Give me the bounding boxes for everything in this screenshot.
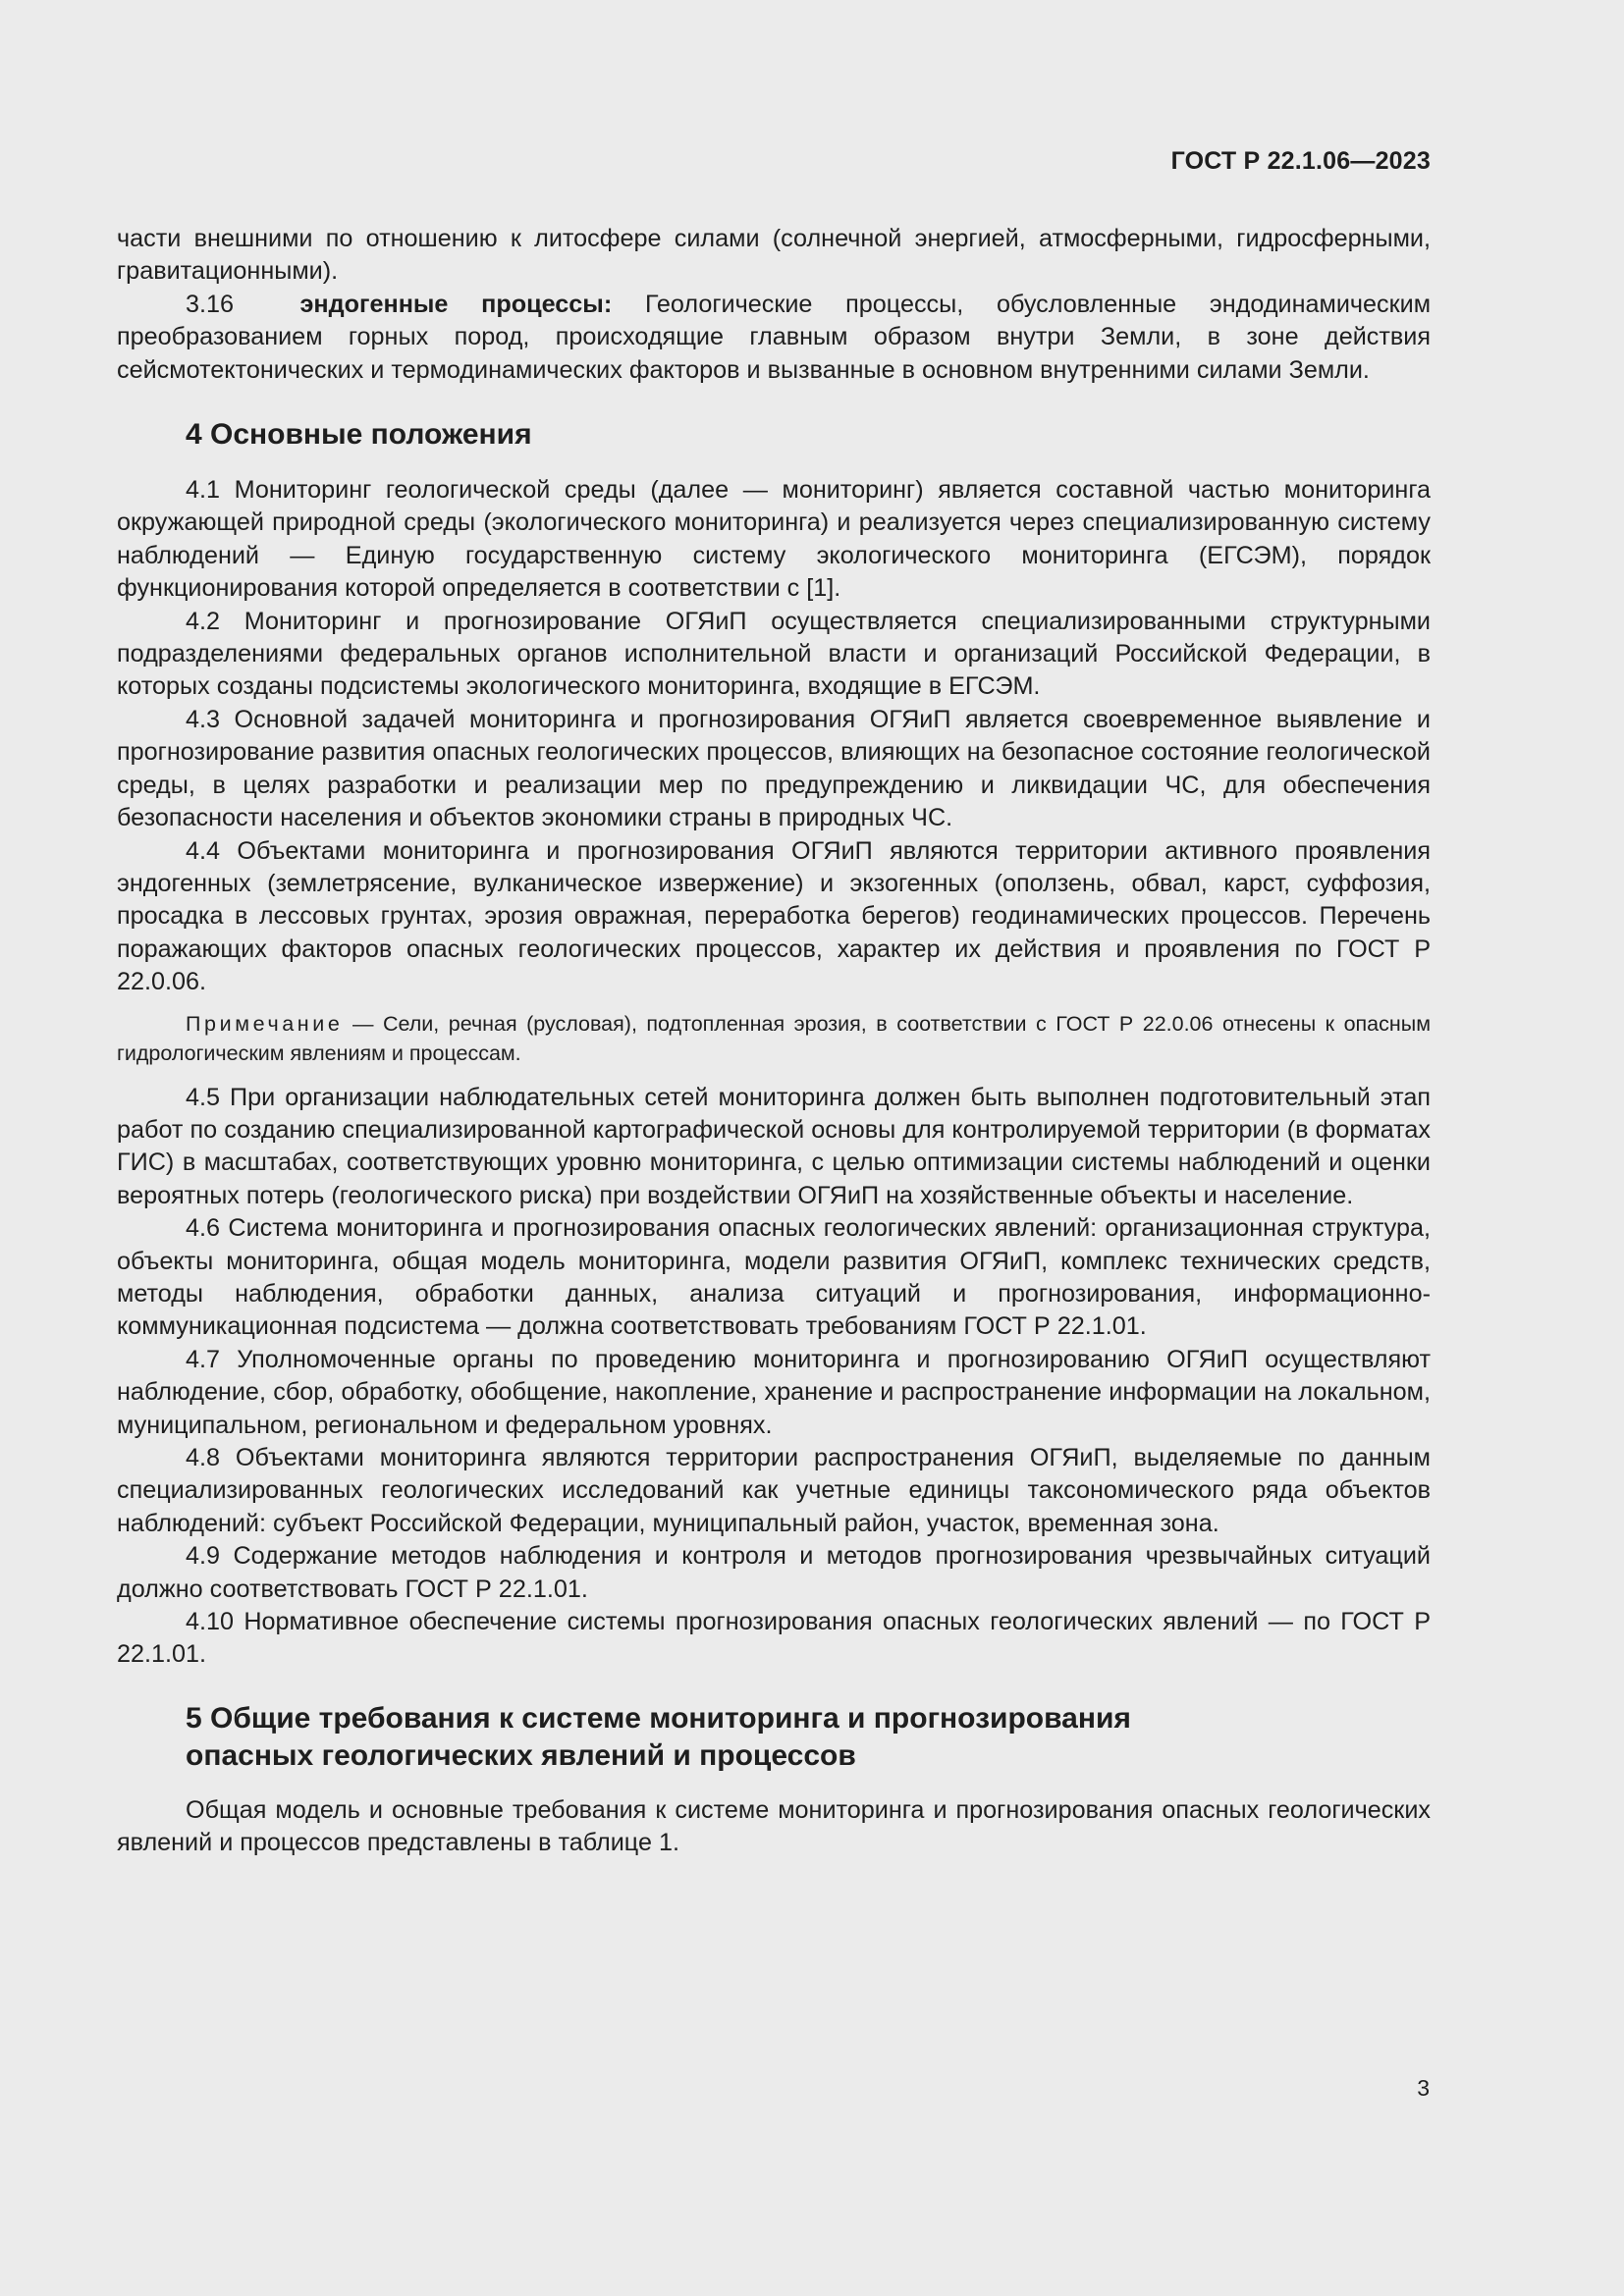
paragraph-4-8: 4.8 Объектами мониторинга являются территории распространения ОГЯиП, выделяемые по данным специализированных геологических исследований как учетные единицы таксономического ряда объектов наблюдений: субъект Российской Федерации, муниципальный район, участок, временная зона. [117, 1444, 1431, 1537]
section-5-heading-line-2: опасных геологических явлений и процессов [186, 1738, 856, 1772]
paragraph-5-intro: Общая модель и основные требования к системе мониторинга и прогнозирования опасных геологических явлений и процессов представлены в таблице 1. [117, 1795, 1431, 1857]
paragraph-4-3: 4.3 Основной задачей мониторинга и прогнозирования ОГЯиП является своевременное выявление и прогнозирование развития опасных геологических процессов, влияющих на безопасное состояние геологической среды, в целях разработки и реализации мер по предупреждению и ликвидации ЧС, для обеспечения безопасности населения и объектов экономики страны в природных ЧС. [117, 705, 1431, 832]
definition-text: Геологические процессы, обусловленные эндодинамическим преобразованием горных пород, происходящие главным образом внутри Земли, в зоне действия сейсмотектонических и термодинамических факторов и вызванные в основном внутренними силами Земли. [117, 290, 1432, 384]
section-4-heading: 4 Основные положения [186, 418, 532, 452]
definition-term: эндогенные процессы: [299, 290, 613, 318]
document-code-header: ГОСТ Р 22.1.06—2023 [1170, 147, 1431, 175]
paragraph-4-5: 4.5 При организации наблюдательных сетей мониторинга должен быть выполнен подготовительный этап работ по созданию специализированной картографической основы для контролируемой территории (в форматах ГИС) в масштабах, соответствующих уровню мониторинга, с целью оптимизации системы наблюдений и оценки вероятных потерь (геологического риска) при воздействии ОГЯиП на хозяйственные объекты и население. [117, 1083, 1431, 1209]
paragraph-4-9: 4.9 Содержание методов наблюдения и контроля и методов прогнозирования чрезвычайных ситуаций должно соответствовать ГОСТ Р 22.1.01. [117, 1542, 1431, 1603]
note-text: — Сели, речная (русловая), подтопленная эрозия, в соответствии с ГОСТ Р 22.0.06 отнесены к опасным гидрологическим явлениям и процессам. [117, 1011, 1431, 1065]
section-5-heading [117, 1700, 1431, 1775]
note-label: Примечание [186, 1011, 344, 1036]
note [117, 1009, 1431, 1068]
paragraph-4-4: 4.4 Объектами мониторинга и прогнозирования ОГЯиП являются территории активного проявления эндогенных (землетрясение, вулканическое извержение) и экзогенных (оползень, обвал, карст, суффозия, просадка в лессовых грунтах, эрозия овражная, переработка берегов) геодинамических процессов. Перечень поражающих факторов опасных геологических процессов, характер их действия и проявления по ГОСТ Р 22.0.06. [117, 836, 1431, 996]
definition-3-16 [117, 289, 1431, 387]
page-number: 3 [1417, 2075, 1430, 2101]
definition-number: 3.16 [186, 290, 235, 318]
paragraph-4-2: 4.2 Мониторинг и прогнозирование ОГЯиП осуществляется специализированными структурными подразделениями федеральных органов исполнительной власти и организаций Российской Федерации, в которых созданы подсистемы экологического мониторинга, входящие в ЕГСЭМ. [117, 607, 1431, 701]
paragraph-4-1: 4.1 Мониторинг геологической среды (далее — мониторинг) является составной частью мониторинга окружающей природной среды (экологического мониторинга) и реализуется через специализированную систему наблюдений — Единую государственную систему экологического мониторинга (ЕГСЭМ), порядок функционирования которой определяется в соответствии с [1]. [117, 476, 1431, 603]
page-content [117, 223, 1431, 1860]
section-5-heading-line-1: 5 Общие требования к системе мониторинга и прогнозирования [186, 1701, 1131, 1735]
paragraph-4-10: 4.10 Нормативное обеспечение системы прогнозирования опасных геологических явлений — по ГОСТ Р 22.1.01. [117, 1608, 1431, 1669]
paragraph-4-7: 4.7 Уполномоченные органы по проведению мониторинга и прогнозированию ОГЯиП осуществляют наблюдение, сбор, обработку, обобщение, накопление, хранение и распространение информации на локальном, муниципальном, региональном и федеральном уровнях. [117, 1345, 1431, 1439]
paragraph-4-6: 4.6 Система мониторинга и прогнозирования опасных геологических явлений: организационная структура, объекты мониторинга, общая модель мониторинга, модели развития ОГЯиП, комплекс технических средств, методы наблюдения, обработки данных, анализа ситуаций и прогнозирования, информационно-коммуникационная подсистема — должна соответствовать требованиям ГОСТ Р 22.1.01. [117, 1214, 1431, 1341]
continued-paragraph: части внешними по отношению к литосфере силами (солнечной энергией, атмосферными, гидросферными, гравитационными). [117, 225, 1431, 286]
